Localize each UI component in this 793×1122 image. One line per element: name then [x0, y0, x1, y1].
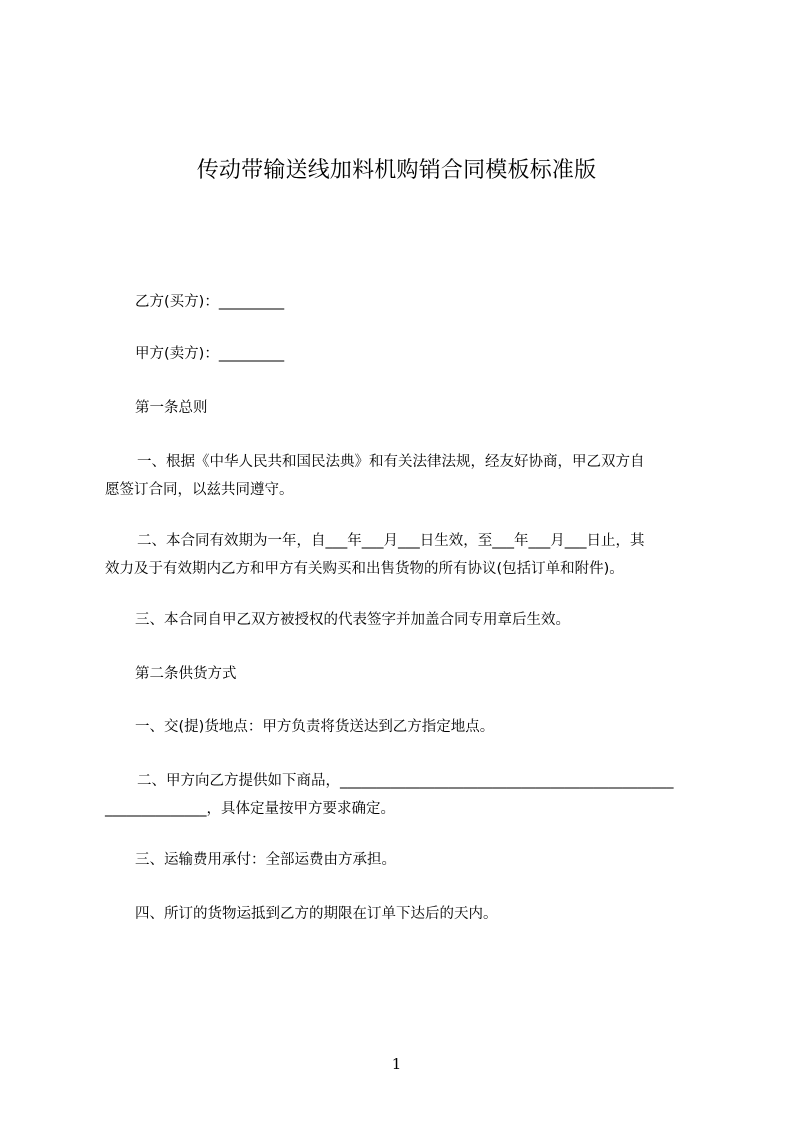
article1-clause2 — [105, 527, 705, 583]
article1-clause1-line2: 愿签订合同，以兹共同遵守。 — [105, 482, 294, 498]
article2-clause2-line2: ______________，具体定量按甲方要求确定。 — [105, 801, 395, 817]
seller-blank: _________ — [218, 346, 285, 362]
article1-clause1-line1: 一、根据《中华人民共和国民法典》和有关法律法规，经友好协商，甲乙双方自 — [137, 454, 645, 470]
seller-label: 甲方(卖方)： — [135, 346, 219, 362]
article1-clause1 — [105, 448, 705, 504]
article1-clause2-line2: 效力及于有效期内乙方和甲方有关购买和出售货物的所有协议(包括订单和附件)。 — [105, 561, 624, 577]
article2-clause2 — [105, 767, 705, 823]
article2-heading: 第二条供货方式 — [135, 666, 237, 682]
article2-clause2-line1: 二、甲方向乙方提供如下商品，______________________________________________ — [137, 773, 674, 789]
seller-line — [105, 340, 735, 368]
page-number: 1 — [391, 1055, 402, 1073]
article2-clause3: 三、运输费用承付：全部运费由方承担。 — [135, 852, 396, 868]
article2-clause1: 一、交(提)货地点：甲方负责将货送达到乙方指定地点。 — [135, 719, 495, 735]
buyer-label: 乙方(买方)： — [135, 294, 219, 310]
article1-clause3: 三、本合同自甲乙双方被授权的代表签字并加盖合同专用章后生效。 — [135, 612, 570, 628]
buyer-line — [105, 288, 735, 316]
document-title: 传动带输送线加料机购销合同模板标准版 — [196, 157, 597, 183]
article1-heading: 第一条总则 — [135, 400, 208, 416]
article1-clause2-line1: 二、本合同有效期为一年，自___年___月___日生效，至___年___月___日止，其 — [137, 533, 645, 549]
article2-clause4: 四、所订的货物运抵到乙方的期限在订单下达后的天内。 — [135, 906, 498, 922]
buyer-blank: _________ — [218, 294, 285, 310]
